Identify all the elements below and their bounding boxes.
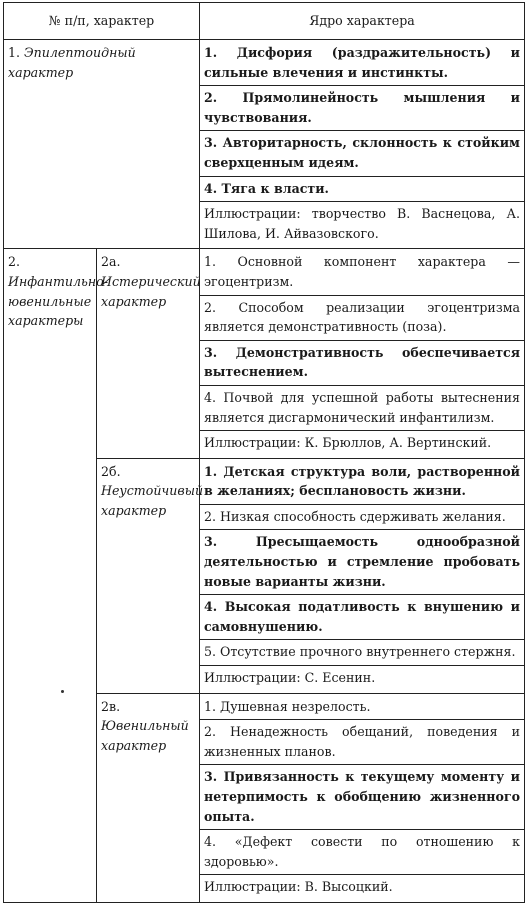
subtype-label	[101, 695, 195, 756]
subtype-name: Истерический характер	[101, 273, 201, 309]
core-cell-epileptoid	[200, 40, 525, 249]
core-item: 2. Прямолинейность мышления и чувствования.	[200, 86, 524, 131]
subtype-label	[101, 460, 204, 521]
core-cell-hysterical	[200, 249, 525, 458]
core-item: 1. Душевная незрелость.	[200, 695, 524, 721]
subtype-cell-juvenile	[97, 693, 200, 902]
subtype-cell-hysterical	[97, 249, 200, 458]
subtype-cell-unstable	[97, 458, 204, 693]
core-illustrations: Иллюстрации: В. Высоцкий.	[204, 879, 393, 895]
type-cell-epileptoid	[4, 40, 200, 249]
group-name: Инфантильно-ювенильные характеры	[8, 273, 108, 329]
table-header-row	[4, 3, 525, 40]
table-row	[4, 249, 525, 458]
header-number-character: № п/п, характер	[4, 3, 200, 40]
core-cell-unstable	[200, 458, 525, 693]
core-item: 4. «Дефект совести по отношению к здоровью».	[200, 830, 524, 875]
core-item: 1. Детская структура воли, растворенной в желаниях; бесплановость жизни.	[200, 460, 524, 505]
type-number: 1.	[8, 45, 21, 60]
table-row	[4, 40, 525, 249]
core-illustrations: Иллюстрации: С. Есенин.	[204, 670, 376, 686]
group-label	[8, 250, 108, 330]
core-illustrations: Иллюстрации: творчество В. Васнецова, А. Шилова, И. Айвазовского.	[204, 206, 520, 241]
core-item: 2. Способом реализации эгоцентризма является демонстративность (поза).	[200, 296, 524, 341]
core-item: 4. Почвой для успешной работы вытеснения является дисгармонический инфантилизм.	[200, 386, 524, 431]
header-character-core: Ядро характера	[200, 3, 525, 40]
core-item: 2. Ненадежность обещаний, поведения и жизненных планов.	[200, 720, 524, 765]
subtype-number: 2б.	[101, 463, 121, 479]
core-item: 5. Отсутствие прочного внутреннего стержня.	[200, 640, 524, 666]
core-item: 3. Пресыщаемость однообразной деятельностью и стремление пробовать новые варианты жизни.	[200, 530, 524, 595]
print-speck	[61, 690, 64, 693]
core-item: 1. Дисфория (раздражительность) и сильные влечения и инстинкты.	[200, 41, 524, 86]
core-item: 4. Тяга к власти.	[200, 177, 524, 203]
core-cell-juvenile	[200, 693, 525, 902]
subtype-number: 2а.	[101, 254, 121, 270]
subtype-name: Неустойчивый характер	[101, 483, 204, 518]
core-item: 1. Основной компонент характера — эгоцентризм.	[200, 250, 524, 295]
character-table	[3, 2, 525, 903]
core-item: 4. Высокая податливость к внушению и самовнушению.	[200, 595, 524, 640]
subtype-label	[101, 250, 201, 311]
core-item: 3. Привязанность к текущему моменту и нетерпимость к обобщению жизненного опыта.	[200, 765, 524, 830]
subtype-name: Ювенильный характер	[101, 718, 189, 753]
group-number: 2.	[8, 254, 21, 270]
core-item: 3. Демонстративность обеспечивается вытеснением.	[200, 341, 524, 386]
core-illustrations: Иллюстрации: К. Брюллов, А. Вертинский.	[204, 435, 492, 451]
core-item: 3. Авторитарность, склонность к стойким сверхценным идеям.	[200, 131, 524, 176]
type-name: Эпилептоидный характер	[8, 45, 136, 80]
subtype-number: 2в.	[101, 698, 121, 714]
group-cell-infantile-juvenile	[4, 249, 108, 903]
type-label	[8, 41, 195, 82]
core-item: 2. Низкая способность сдерживать желания.	[200, 505, 524, 531]
